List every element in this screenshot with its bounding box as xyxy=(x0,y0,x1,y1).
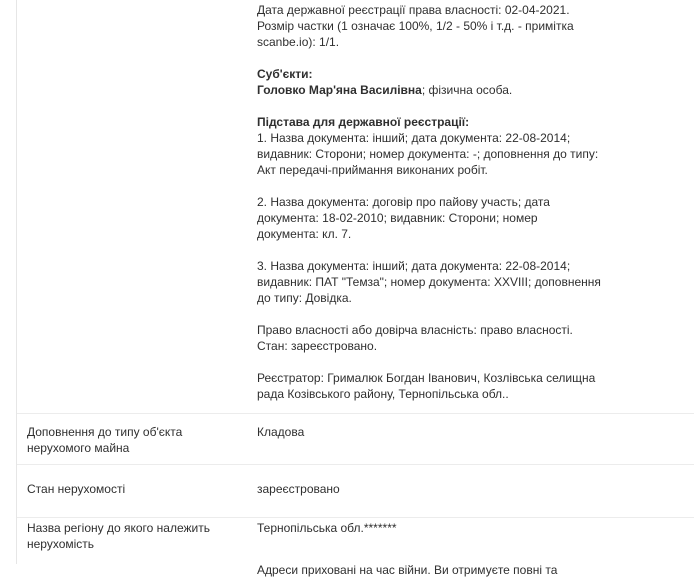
address-label xyxy=(17,562,247,578)
object-type-addition-value: Кладова xyxy=(257,425,305,439)
basis-document: 1. Назва документа: інший; дата документа: 22-08-2014; видавник: Сторони; номер документа: -; доповнення до типу: Акт передачі-приймання виконаних робіт. xyxy=(257,131,599,177)
region-value: Тернопільська обл.******* xyxy=(257,521,397,535)
address-note: Адреси приховані на час війни. Ви отримуєте повні та xyxy=(257,563,558,577)
share-size: Розмір частки (1 означає 100%, 1/2 - 50% і т.д. - примітка scanbe.io): 1/1. xyxy=(257,19,574,49)
basis-title: Підстава для державної реєстрації: xyxy=(257,115,470,129)
right-status: Стан: зареєстровано. xyxy=(257,339,378,353)
address-row xyxy=(17,552,694,578)
basis-document: 2. Назва документа: договір про пайову участь; дата документа: 18-02-2010; видавник: Сторони; номер документа: кл. 7. xyxy=(257,195,550,241)
object-type-addition-row xyxy=(17,413,694,458)
registrar: Реєстратор: Грималюк Богдан Іванович, Козлівська селищна рада Козівського району, Тернопільська обл.. xyxy=(257,371,596,401)
subjects-block xyxy=(257,66,602,98)
property-state-value: зареєстровано xyxy=(257,482,340,496)
right-status-block xyxy=(257,322,602,354)
right-type: Право власності або довірча власність: право власності. xyxy=(257,323,573,337)
registration-date: Дата державної реєстрації права власності: 02-04-2021. xyxy=(257,3,570,17)
basis-block xyxy=(257,114,602,178)
ownership-row xyxy=(17,0,694,402)
ownership-label xyxy=(17,2,247,402)
region-label: Назва регіону до якого належить нерухомість xyxy=(27,521,210,551)
subject-name: Головко Мар'яна Василівна xyxy=(257,83,422,97)
property-details-table xyxy=(17,0,694,578)
region-row xyxy=(17,517,694,552)
object-type-addition-label: Доповнення до типу об'єкта нерухомого майна xyxy=(27,425,183,455)
property-state-row xyxy=(17,464,694,517)
ownership-value xyxy=(247,2,602,402)
subjects-title: Суб'єкти: xyxy=(257,67,313,81)
registration-info xyxy=(257,2,602,50)
subject-type: ; фізична особа. xyxy=(421,83,513,97)
property-state-label: Стан нерухомості xyxy=(27,482,126,496)
basis-document: 3. Назва документа: інший; дата документа: 22-08-2014; видавник: ПАТ "Темза"; номер документа: XXVIII; доповнення до типу: Довідка. xyxy=(257,259,601,305)
